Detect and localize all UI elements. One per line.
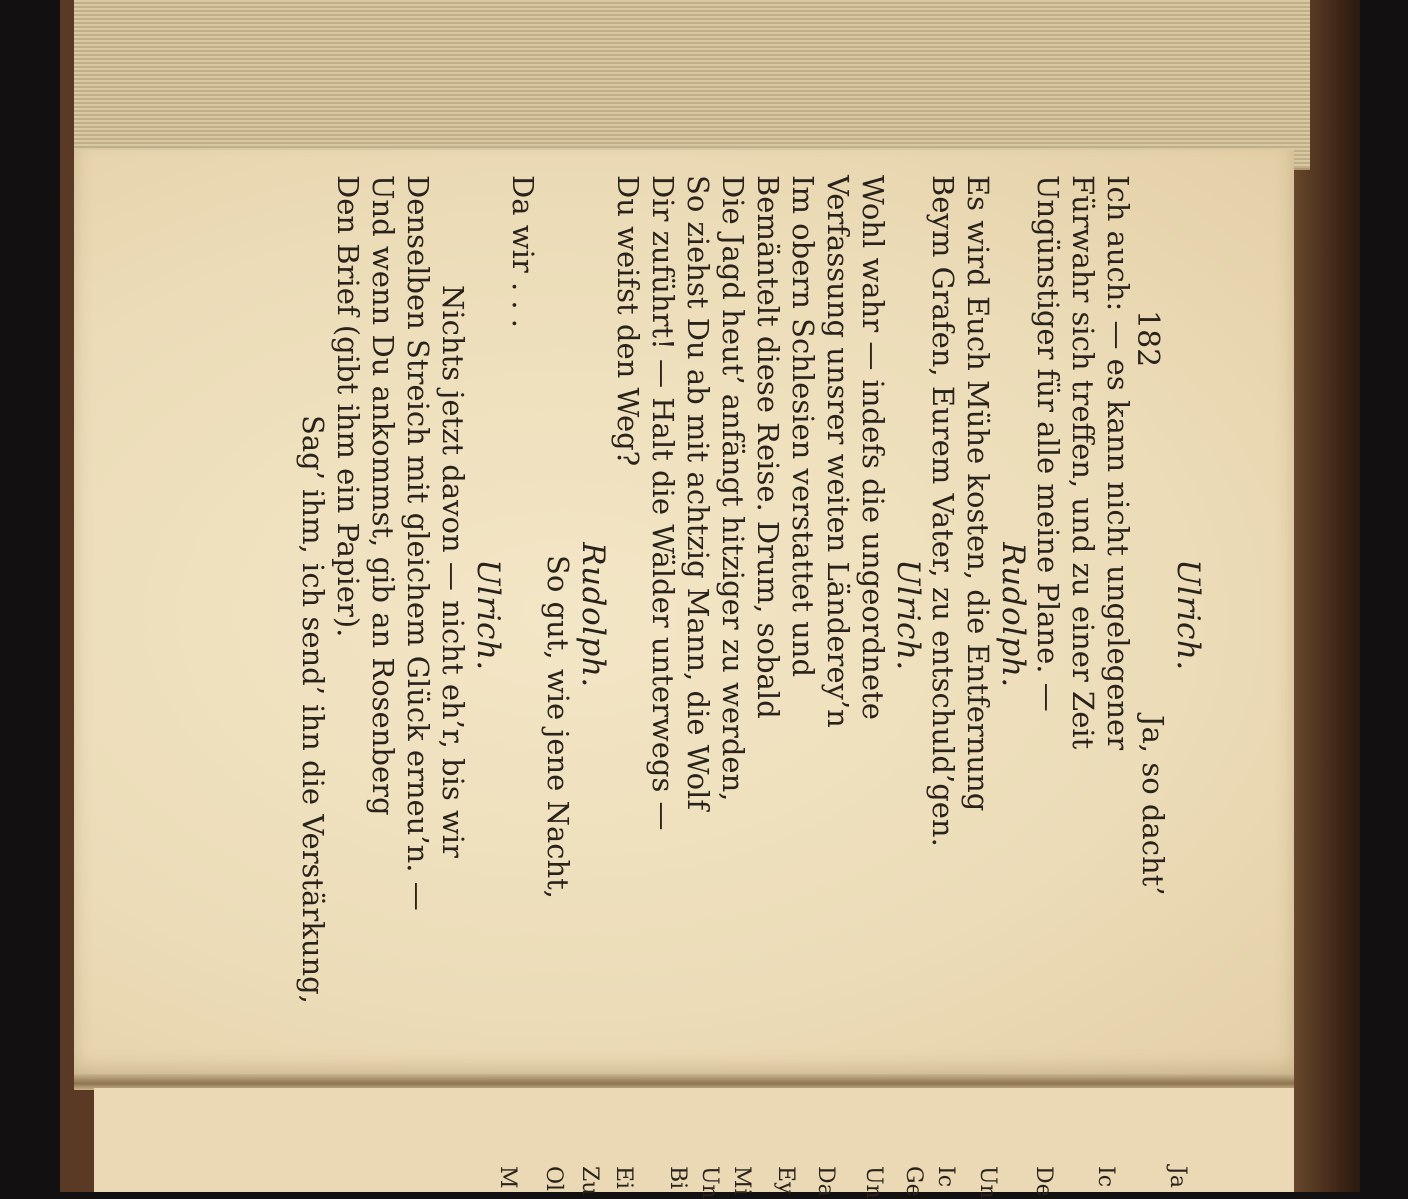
verse-line: Denselben Streich mit gleichem Glück erneu’n. —: [401, 175, 435, 911]
verse-line: Nichts jetzt davon — nicht eh’r, bis wir: [436, 285, 470, 858]
verse-line: Verfassung unsrer weiten Länderey’n: [821, 175, 855, 728]
verse-line: Bemäntelt diese Reise. Drum, sobald: [751, 175, 785, 719]
verse-line: Beym Grafen, Eurem Vater, zu entschuld’gen.: [926, 175, 960, 847]
next-page-fragment: Ic: [933, 1166, 958, 1188]
verse-line: Es wird Euch Mühe kosten, die Entfernung: [961, 175, 995, 812]
next-page-edge: [94, 1088, 1294, 1199]
next-page-fragment: Ol: [541, 1166, 566, 1192]
next-page-fragments: [94, 1088, 1294, 1199]
verse-line: Wohl wahr — indefs die ungeordnete: [856, 175, 890, 720]
verse-line: Und wenn Du ankommst, gib an Rosenberg: [366, 175, 400, 816]
page-number: 182: [1130, 310, 1165, 368]
next-page-fragment: Ja: [1165, 1166, 1190, 1188]
speaker-name: Rudolph.: [575, 542, 611, 688]
next-page-fragment: Ey: [773, 1166, 798, 1195]
next-page-fragment: Un: [697, 1166, 722, 1199]
next-page-fragment: Un: [975, 1166, 1000, 1199]
next-page-fragment: Ei: [611, 1166, 636, 1190]
page-stack-edges: [74, 0, 1310, 170]
verse-line: Da wir . . .: [506, 175, 540, 329]
speaker-name: Ulrich.: [890, 559, 926, 671]
speaker-name: Ulrich.: [470, 559, 506, 671]
verse-line: Die Jagd heut’ anfängt hitziger zu werden,: [716, 175, 750, 802]
verse-line: Fürwahr sich treffen, und zu einer Zeit: [1066, 175, 1100, 750]
verse-line: So ziehst Du ab mit achtzig Mann, die Wolf: [681, 175, 715, 811]
verse-line: Den Brief (gibt ihm ein Papier).: [331, 175, 365, 638]
next-page-fragment: M: [495, 1166, 520, 1189]
verse-line: Dir zuführt! — Halt die Wälder unterwegs —: [646, 175, 680, 831]
verse-line: Ungünstiger für alle meine Plane. —: [1031, 175, 1065, 712]
page-text: [295, 175, 1205, 1055]
verse-line: Im obern Schlesien verstattet und: [786, 175, 820, 678]
next-page-fragment: De: [1031, 1166, 1056, 1197]
book-spine: [1290, 0, 1360, 1192]
verse-line: So gut, wie jene Nacht,: [541, 555, 575, 900]
next-page-fragment: Zu: [577, 1166, 602, 1196]
next-page-fragment: Da: [813, 1166, 838, 1197]
page-text-rotated: [205, 175, 1205, 1055]
speaker-name: Rudolph.: [995, 542, 1031, 688]
verse-line: Du weifst den Weg?: [611, 175, 645, 467]
next-page-fragment: Ge: [901, 1166, 926, 1197]
next-page-fragment: Mi: [729, 1166, 754, 1196]
next-page-fragment: Ic: [1093, 1166, 1118, 1188]
verse-line: Sag’ ihm, ich send’ ihn die Verstärkung,: [296, 415, 330, 1004]
next-page-fragment: Bi: [665, 1166, 690, 1190]
verse-line: Ich auch: — es kann nicht ungelegener: [1101, 175, 1135, 751]
verse-line: Ja, so dacht’: [1136, 715, 1170, 896]
speaker-name: Ulrich.: [1170, 559, 1206, 671]
next-page-fragment: Un: [861, 1166, 886, 1199]
